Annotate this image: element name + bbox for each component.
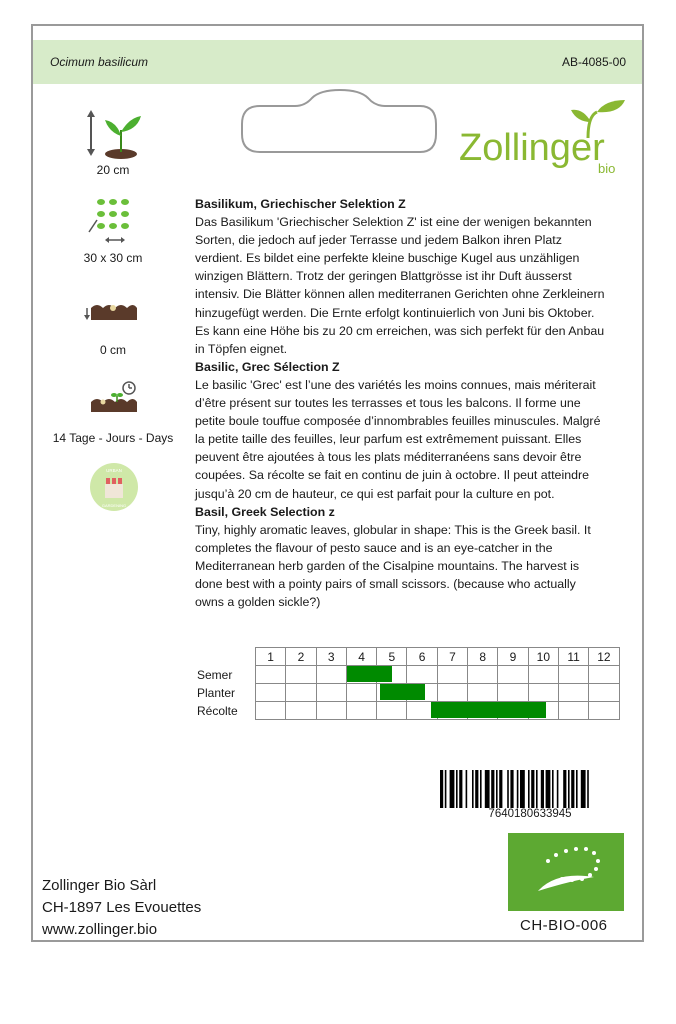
- calendar-cell: [407, 666, 437, 684]
- calendar-cell: [528, 666, 558, 684]
- section-body-en: Tiny, highly aromatic leaves, globular in shape: This is the Greek basil. It completes the flavour of pesto sauce and is an eye-catcher in the Mediterranean herb garden of the Cisalpine mountains. The harvest is done best with a pointy pairs of small scissors. (because who actually owns a golden sickle?): [195, 522, 591, 610]
- company-location: CH-1897 Les Evouettes: [42, 899, 202, 916]
- germination-label: 14 Tage - Jours - Days: [52, 431, 174, 445]
- calendar-cell: [256, 666, 286, 684]
- calendar-cell: [437, 666, 467, 684]
- calendar-cell: [498, 702, 528, 720]
- calendar-row-label: Semer: [197, 667, 233, 682]
- barcode-icon: [440, 770, 620, 808]
- company-website[interactable]: www.zollinger.bio: [42, 921, 158, 938]
- eu-organic-leaf-icon: [508, 833, 624, 911]
- logo-brand: Zollinger: [459, 127, 605, 169]
- calendar-cell: [286, 702, 316, 720]
- header-band: [33, 40, 642, 84]
- month-1: 1: [256, 648, 286, 666]
- calendar-cell: [316, 684, 346, 702]
- height-label: 20 cm: [96, 163, 130, 177]
- eu-organic-logo: [508, 833, 624, 911]
- depth-info: [43, 290, 183, 357]
- spacing-label: 30 x 30 cm: [83, 251, 143, 265]
- latin-name: Ocimum basilicum: [50, 55, 149, 69]
- section-title-en: Basil, Greek Selection z: [195, 504, 335, 519]
- spacing-info: [43, 196, 183, 265]
- calendar-cell: [286, 666, 316, 684]
- calendar-cell: [377, 702, 407, 720]
- section-title-de: Basilikum, Griechischer Selektion Z: [195, 197, 406, 211]
- calendar-cell: [346, 666, 376, 684]
- section-title-fr: Basilic, Grec Sélection Z: [195, 359, 340, 374]
- calendar-cell: [437, 684, 467, 702]
- calendar-cell: [589, 666, 619, 684]
- calendar-cell: [589, 702, 619, 720]
- month-10: 10: [528, 648, 558, 666]
- calendar-cell: [437, 702, 467, 720]
- section-body-fr: Le basilic 'Grec' est l’une des variétés les moins connues, mais mériterait d’être présent sur toutes les terrasses et tous les balcons. Il forme une petite boule touffue composée d’innombrables feuilles minuscules. Malgré la petite taille des feuilles, leur parfum est extrêmement puissant. Elles peuvent être ajoutées à tous les plats méditerranéens sans devoir être coupées. Sa récolte se fait en continu de juin à octobre. Il peut atteindre jusqu’à 20 cm de hauteur, ce qui est parfait pour la culture en pot.: [195, 377, 601, 501]
- calendar-cell: [558, 702, 588, 720]
- month-4: 4: [346, 648, 376, 666]
- article-code: AB-4085-00: [561, 55, 626, 69]
- month-7: 7: [437, 648, 467, 666]
- month-3: 3: [316, 648, 346, 666]
- growing-calendar: [195, 647, 620, 720]
- calendar-cell: [468, 666, 498, 684]
- calendar-cell: [498, 684, 528, 702]
- calendar-cell: [316, 666, 346, 684]
- calendar-cell: [346, 702, 376, 720]
- calendar-row: [195, 666, 619, 684]
- germination-time-icon: [83, 378, 143, 422]
- calendar-cell: [558, 666, 588, 684]
- description: [195, 195, 605, 611]
- calendar-cell: [316, 702, 346, 720]
- bio-certification-code: CH-BIO-006: [520, 917, 608, 934]
- calendar-cell: [407, 702, 437, 720]
- calendar-header-row: [195, 648, 619, 666]
- depth-label: 0 cm: [99, 343, 126, 357]
- calendar-cell: [256, 684, 286, 702]
- calendar-cell: [468, 702, 498, 720]
- calendar-cell: [468, 684, 498, 702]
- calendar-cell: [407, 684, 437, 702]
- height-info: [43, 108, 183, 177]
- month-2: 2: [286, 648, 316, 666]
- seedling-height-icon: [83, 108, 143, 160]
- month-11: 11: [558, 648, 588, 666]
- calendar-row: [195, 684, 619, 702]
- month-9: 9: [498, 648, 528, 666]
- calendar-corner: [195, 648, 256, 666]
- urban-gardening-badge-icon: [89, 462, 139, 512]
- badge-text-top: URBAN: [106, 468, 122, 473]
- plant-spacing-icon: [83, 196, 143, 248]
- calendar-cell: [377, 666, 407, 684]
- calendar-cell: [256, 702, 286, 720]
- calendar-cell: [377, 684, 407, 702]
- germination-info: [43, 378, 183, 445]
- zollinger-logo: [455, 98, 640, 198]
- section-body-de: Das Basilikum 'Griechischer Selektion Z' ist eine der wenigen bekannten Sorten, die jedoch auf jeder Terrasse und jedem Balkon ihren Platz verdient. Es bildet eine perfekte kleine buschige Kugel aus unzähligen winzigen Blättern. Trotz der geringen Blattgrösse ist ihr Duft äusserst intensiv. Die Blätter können allen mediterranen Gerichten ohne Zerkleinern hinzugefügt werden. Die Ernte erfolgt kontinuierlich von Juni bis Oktober. Es kann eine Höhe bis zu 20 cm erreichen, was sich perfekt für den Anbau in Töpfen eignet.: [195, 215, 605, 356]
- calendar-cell: [589, 684, 619, 702]
- month-5: 5: [377, 648, 407, 666]
- sowing-depth-icon: [83, 290, 143, 334]
- month-12: 12: [589, 648, 619, 666]
- month-6: 6: [407, 648, 437, 666]
- calendar-row-label: Récolte: [197, 703, 238, 718]
- calendar-cell: [286, 684, 316, 702]
- calendar-row: [195, 702, 619, 720]
- barcode-number: 7640180633945: [488, 808, 572, 820]
- calendar-cell: [528, 684, 558, 702]
- company-address: [42, 875, 201, 941]
- calendar-cell: [346, 684, 376, 702]
- calendar-cell: [528, 702, 558, 720]
- logo-suffix: bio: [598, 161, 616, 176]
- calendar-row-label: Planter: [197, 685, 236, 700]
- month-8: 8: [468, 648, 498, 666]
- calendar-cell: [558, 684, 588, 702]
- calendar-cell: [498, 666, 528, 684]
- hanger-hole-icon: [240, 88, 440, 158]
- badge-text-bottom: GARDENING: [101, 503, 127, 508]
- company-name: Zollinger Bio Sàrl: [42, 877, 157, 894]
